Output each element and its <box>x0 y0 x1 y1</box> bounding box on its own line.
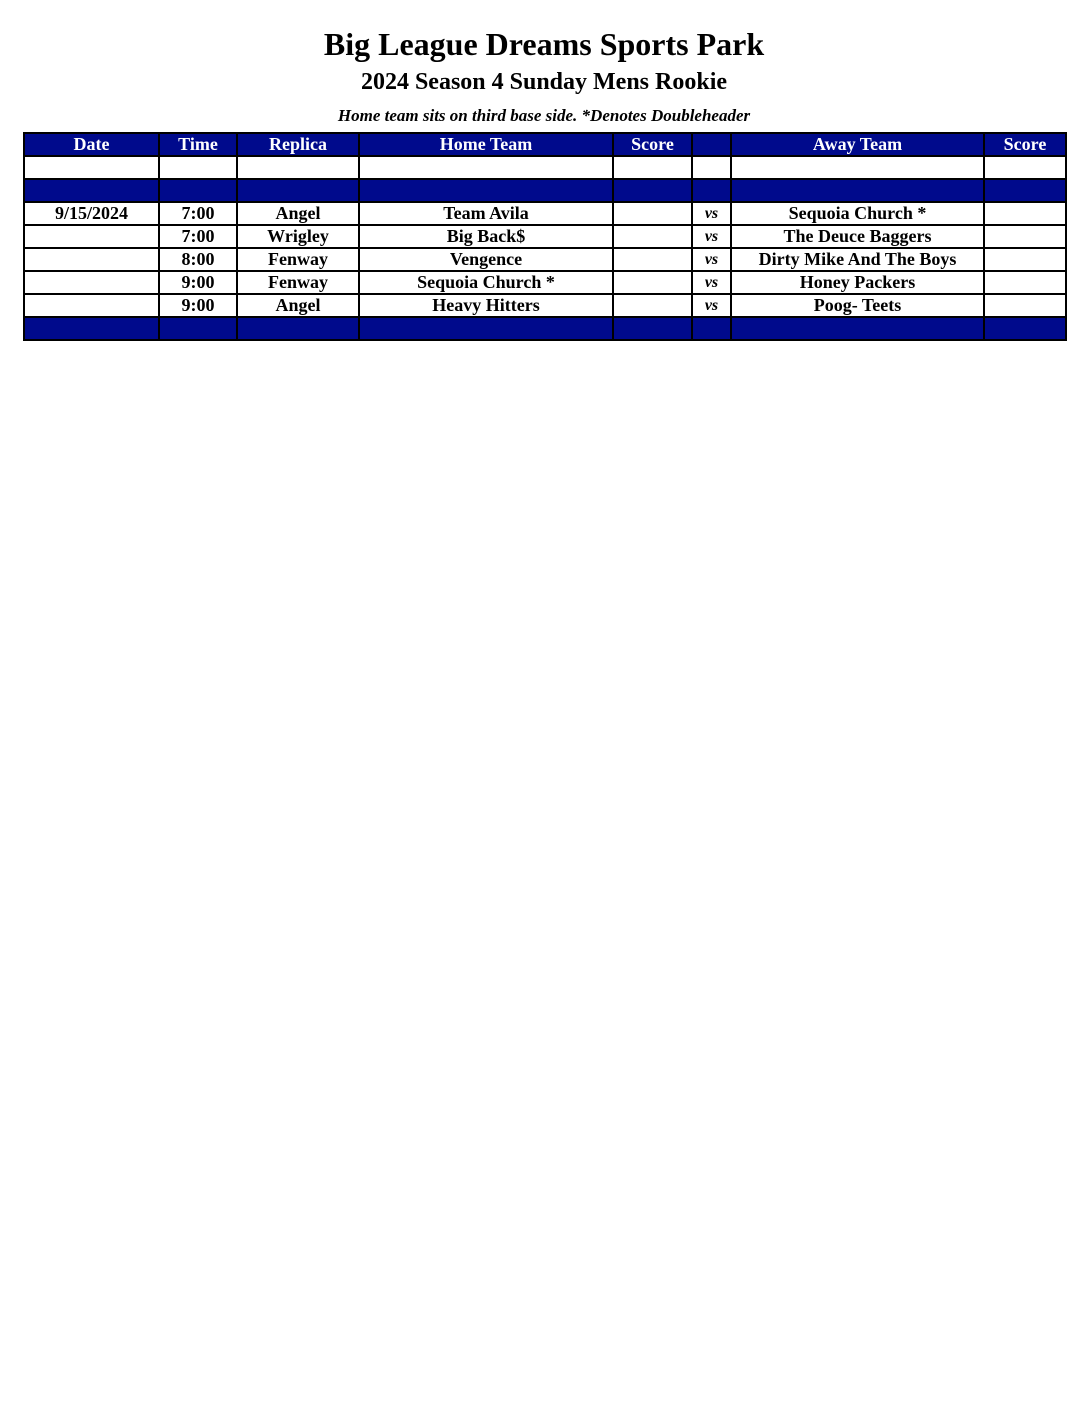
game-time: 9:00 <box>159 271 237 294</box>
empty-cell <box>359 156 613 179</box>
band-cell <box>237 317 359 340</box>
empty-cell <box>237 156 359 179</box>
game-replica: Angel <box>237 202 359 225</box>
away-team: Sequoia Church * <box>731 202 984 225</box>
band-cell <box>613 179 692 202</box>
page-title: Big League Dreams Sports Park <box>323 26 765 62</box>
versus-label: vs <box>692 294 731 317</box>
page-subtitle: 2024 Season 4 Sunday Mens Rookie <box>360 69 728 95</box>
empty-cell <box>692 156 731 179</box>
game-row <box>24 248 1066 271</box>
game-time: 7:00 <box>159 225 237 248</box>
home-team: Sequoia Church * <box>359 271 613 294</box>
column-header-date: Date <box>24 133 159 156</box>
game-row <box>24 202 1066 225</box>
column-header-vs <box>692 133 731 156</box>
home-score <box>613 248 692 271</box>
empty-cell <box>731 156 984 179</box>
versus-label: vs <box>692 248 731 271</box>
home-team: Team Avila <box>359 202 613 225</box>
home-score <box>613 294 692 317</box>
away-team: The Deuce Baggers <box>731 225 984 248</box>
band-cell <box>731 317 984 340</box>
away-score <box>984 202 1066 225</box>
footer-band-row <box>24 317 1066 340</box>
schedule-table <box>23 132 1067 341</box>
blank-row <box>24 156 1066 179</box>
game-replica: Fenway <box>237 271 359 294</box>
band-cell <box>237 179 359 202</box>
band-cell <box>692 179 731 202</box>
band-cell <box>159 317 237 340</box>
game-date <box>24 271 159 294</box>
away-score <box>984 271 1066 294</box>
band-cell <box>692 317 731 340</box>
game-row <box>24 294 1066 317</box>
band-cell <box>24 179 159 202</box>
home-score <box>613 271 692 294</box>
band-cell <box>359 317 613 340</box>
column-header-home-team: Home Team <box>359 133 613 156</box>
empty-cell <box>984 156 1066 179</box>
home-team: Big Back$ <box>359 225 613 248</box>
game-time: 7:00 <box>159 202 237 225</box>
home-score <box>613 225 692 248</box>
game-replica: Wrigley <box>237 225 359 248</box>
column-header-away-team: Away Team <box>731 133 984 156</box>
away-score <box>984 294 1066 317</box>
versus-label: vs <box>692 225 731 248</box>
game-date <box>24 225 159 248</box>
column-header-replica: Replica <box>237 133 359 156</box>
band-cell <box>613 317 692 340</box>
band-cell <box>731 179 984 202</box>
band-cell <box>159 179 237 202</box>
away-team: Honey Packers <box>731 271 984 294</box>
empty-cell <box>24 156 159 179</box>
separator-band-row <box>24 179 1066 202</box>
game-replica: Fenway <box>237 248 359 271</box>
away-score <box>984 225 1066 248</box>
empty-cell <box>159 156 237 179</box>
game-replica: Angel <box>237 294 359 317</box>
home-team: Heavy Hitters <box>359 294 613 317</box>
home-score <box>613 202 692 225</box>
band-cell <box>984 179 1066 202</box>
band-cell <box>984 317 1066 340</box>
doubleheader-note: Home team sits on third base side. *Denotes Doubleheader <box>337 106 751 125</box>
home-team: Vengence <box>359 248 613 271</box>
empty-cell <box>613 156 692 179</box>
game-time: 9:00 <box>159 294 237 317</box>
band-cell <box>24 317 159 340</box>
band-cell <box>359 179 613 202</box>
game-date: 9/15/2024 <box>24 202 159 225</box>
game-date <box>24 294 159 317</box>
game-date <box>24 248 159 271</box>
column-header-away-score: Score <box>984 133 1066 156</box>
game-row <box>24 271 1066 294</box>
game-time: 8:00 <box>159 248 237 271</box>
away-team: Dirty Mike And The Boys <box>731 248 984 271</box>
away-team: Poog- Teets <box>731 294 984 317</box>
column-header-home-score: Score <box>613 133 692 156</box>
header-row <box>24 133 1066 156</box>
away-score <box>984 248 1066 271</box>
versus-label: vs <box>692 271 731 294</box>
game-row <box>24 225 1066 248</box>
versus-label: vs <box>692 202 731 225</box>
column-header-time: Time <box>159 133 237 156</box>
